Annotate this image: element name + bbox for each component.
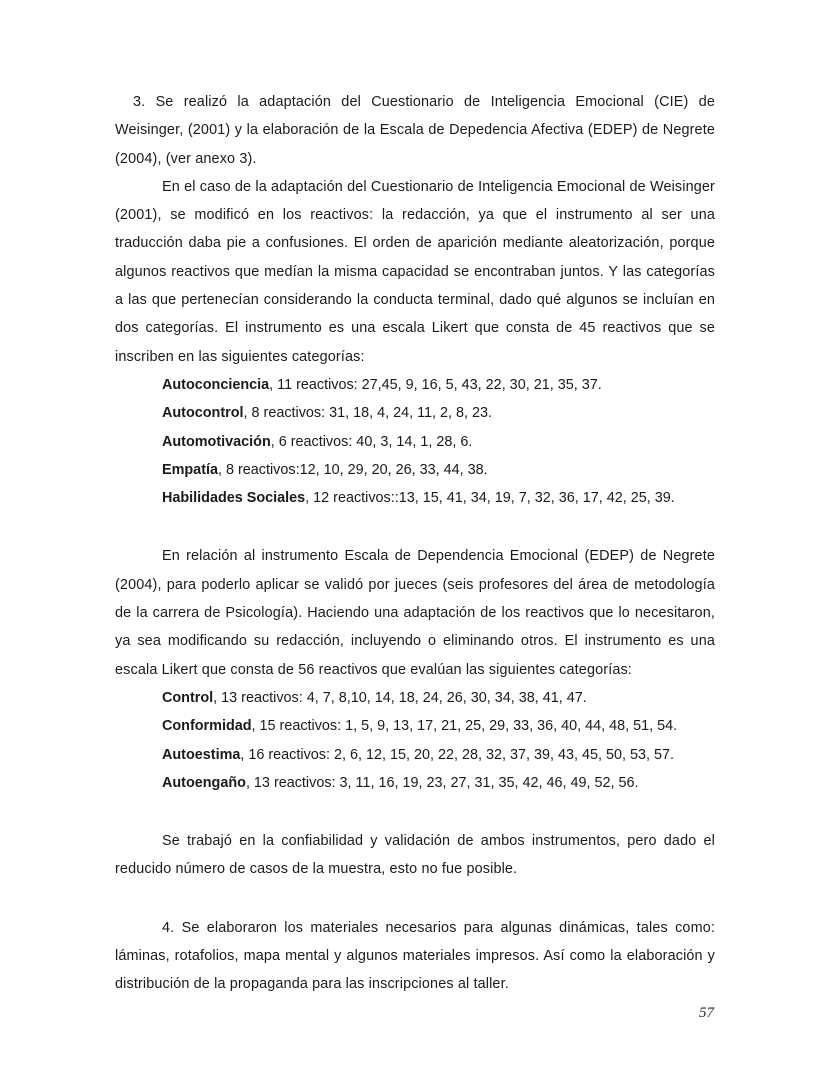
list-item [115, 456, 715, 484]
paragraph-reliability: Se trabajó en la confiabilidad y validación de ambos instrumentos, pero dado el reducido número de casos de la muestra, esto no fue posible. [115, 833, 715, 878]
edep-category-list [115, 684, 715, 797]
page-text-body [115, 88, 715, 999]
category-items: , 12 reactivos::13, 15, 41, 34, 19, 7, 32, 36, 17, 42, 25, 39. [305, 490, 675, 507]
category-items: , 13 reactivos: 3, 11, 16, 19, 23, 27, 31, 35, 42, 46, 49, 52, 56. [245, 774, 639, 791]
category-items: , 16 reactivos: 2, 6, 12, 15, 20, 22, 28, 32, 37, 39, 43, 45, 50, 53, 57. [240, 746, 674, 763]
category-items: , 15 reactivos: 1, 5, 9, 13, 17, 21, 25, 29, 33, 36, 40, 44, 48, 51, 54. [251, 718, 678, 735]
category-items: , 8 reactivos: 31, 18, 4, 24, 11, 2, 8, 23. [243, 405, 493, 422]
list-item [115, 371, 715, 399]
category-name: Autocontrol [162, 405, 244, 422]
category-name: Control [162, 689, 214, 706]
category-items: , 8 reactivos:12, 10, 29, 20, 26, 33, 44, 38. [217, 461, 488, 478]
list-item [115, 428, 715, 456]
paragraph-4-materials: 4. Se elaboraron los materiales necesarios para algunas dinámicas, tales como: láminas, rotafolios, mapa mental y algunos materiales impresos. Así como la elaboración y distribución de la propaganda para las inscripciones al taller. [115, 919, 715, 993]
list-item [115, 769, 715, 797]
category-name: Autoengaño [162, 774, 246, 791]
category-items: , 6 reactivos: 40, 3, 14, 1, 28, 6. [270, 433, 473, 450]
category-items: , 13 reactivos: 4, 7, 8,10, 14, 18, 24, 26, 30, 34, 38, 41, 47. [213, 689, 587, 706]
list-item [115, 741, 715, 769]
list-item [115, 399, 715, 427]
category-items: , 11 reactivos: 27,45, 9, 16, 5, 43, 22, 30, 21, 35, 37. [269, 376, 602, 393]
list-item [115, 684, 715, 712]
paragraph-edep-validation: En relación al instrumento Escala de Dependencia Emocional (EDEP) de Negrete (2004), para poderlo aplicar se validó por jueces (seis profesores del área de metodología de la carrera de Psicología). Haciendo una adaptación de los reactivos que lo necesitaron, ya sea modificando su redacción, incluyendo o eliminando otros. El instrumento es una escala Likert que consta de 56 reactivos que evalúan las siguientes categorías: [115, 548, 715, 678]
paragraph-cie-adaptation: En el caso de la adaptación del Cuestionario de Inteligencia Emocional de Weisinger (2001), se modificó en los reactivos: la redacción, ya que el instrumento al ser una traducción daba pie a confusiones. El orden de aparición mediante aleatorización, porque algunos reactivos que medían la misma capacidad se encontraban juntos. Y las categorías a las que pertenecían considerando la conducta terminal, dado qué algunos se incluían en dos categorías. El instrumento es una escala Likert que consta de 45 reactivos que se inscriben en las siguientes categorías: [115, 178, 715, 365]
category-name: Empatía [162, 461, 218, 478]
spacer [115, 512, 715, 542]
spacer [115, 884, 715, 914]
category-name: Conformidad [162, 718, 252, 735]
list-item [115, 484, 715, 512]
spacer [115, 797, 715, 827]
page-number: 57 [699, 1005, 714, 1021]
category-name: Habilidades Sociales [162, 490, 306, 507]
category-name: Automotivación [162, 433, 271, 450]
paragraph-3-instruments: 3. Se realizó la adaptación del Cuestionario de Inteligencia Emocional (CIE) de Weisinger, (2001) y la elaboración de la Escala de Depedencia Afectiva (EDEP) de Negrete (2004), (ver anexo 3). [115, 94, 715, 167]
cie-category-list [115, 371, 715, 512]
list-item [115, 712, 715, 740]
category-name: Autoestima [162, 746, 241, 763]
category-name: Autoconciencia [162, 376, 270, 393]
